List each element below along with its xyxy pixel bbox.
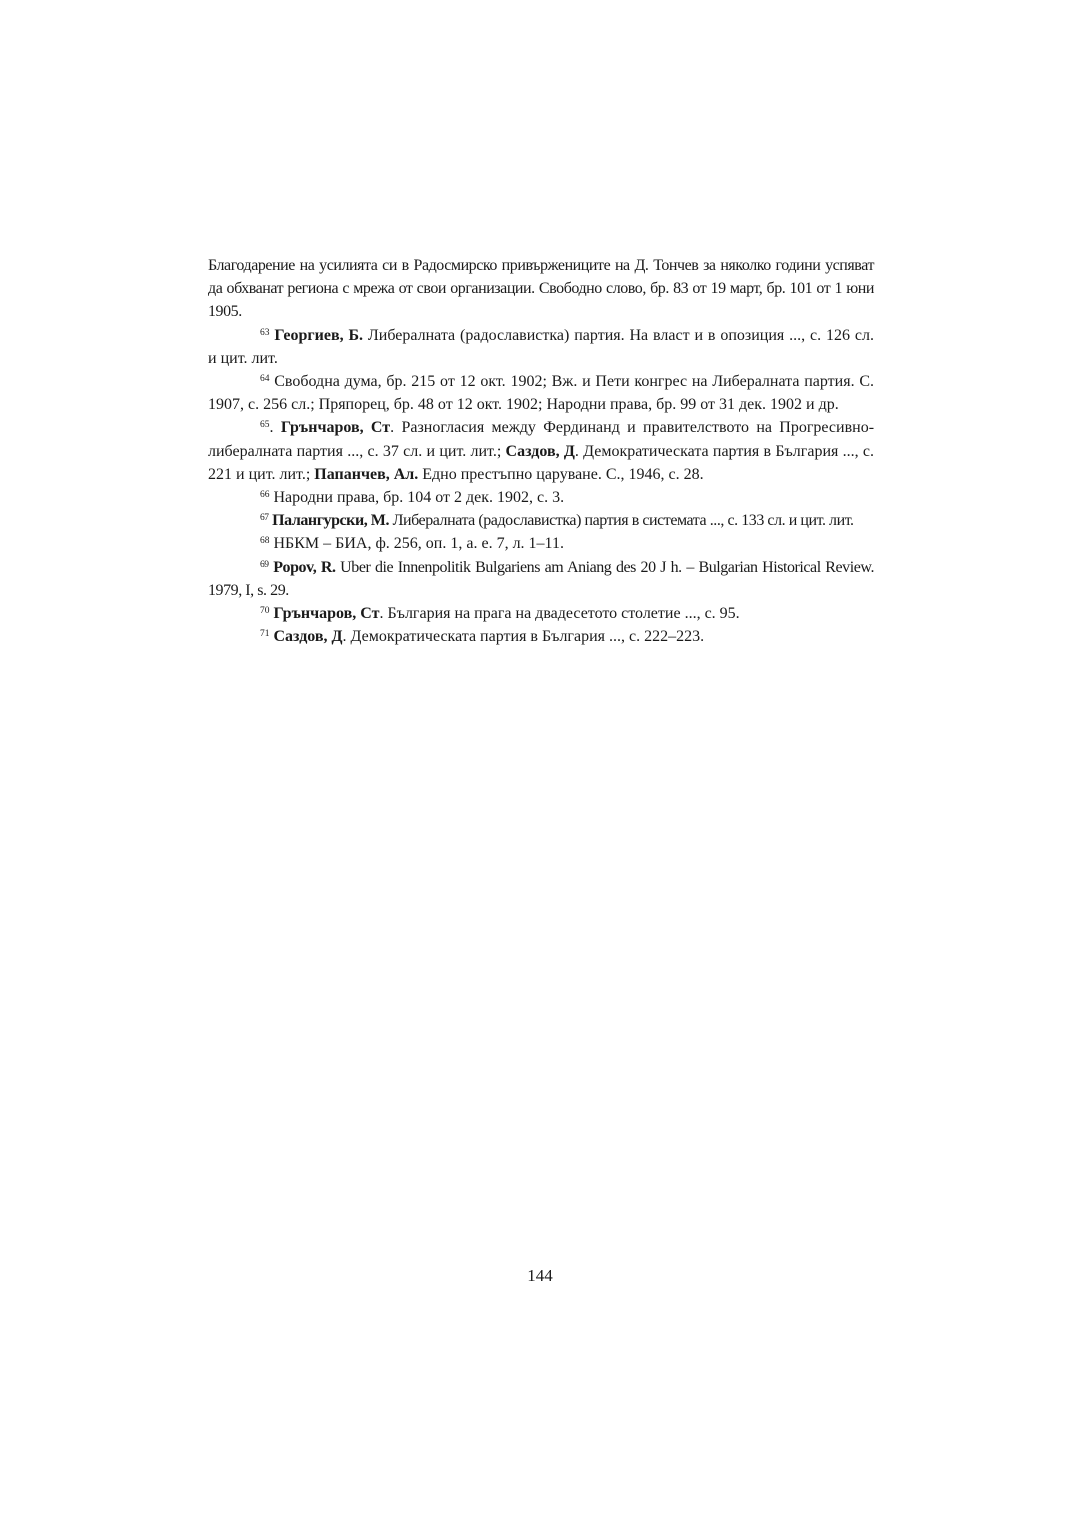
footnote-65	[208, 416, 874, 486]
footnote-author: Папанчев, Ал.	[314, 465, 419, 483]
footnote-number: 70	[260, 606, 270, 617]
footnote-author: Георгиев, Б.	[274, 326, 364, 344]
footnote-69	[208, 556, 874, 602]
footnote-67	[208, 509, 874, 532]
footnote-64	[208, 370, 874, 416]
footnote-text: Свободна дума, бр. 215 от 12 окт. 1902; Вж. и Пети конгрес на Либералната партия. С. 1907, с. 256 сл.; Пряпорец, бр. 48 от 12 окт. 1902; Народни права, бр. 99 от 31 дек. 1902 и др.	[208, 373, 874, 414]
footnote-number: 63	[260, 327, 270, 338]
footnote-71	[208, 625, 874, 648]
footnote-author: Саздов, Д	[273, 628, 343, 646]
footnote-number: 68	[260, 536, 270, 547]
footnote-text: НБКМ – БИА, ф. 256, оп. 1, а. е. 7, л. 1–11.	[269, 535, 564, 553]
footnote-number: 67	[260, 513, 269, 524]
footnote-text: . Демократическата партия в България ..., с. 222–223.	[342, 628, 705, 646]
footnote-63	[208, 324, 874, 370]
footnote-text: . Демократическата партия в България ..., с. 221 и цит. лит.;	[208, 442, 875, 483]
footnote-text: Либералната (радославистка) партия. На власт и в опозиция ..., с. 126 сл. и цит. лит.	[208, 326, 875, 367]
footnote-text: Народни права, бр. 104 от 2 дек. 1902, с. 3.	[269, 489, 565, 507]
footnote-author: Грънчаров, Ст	[280, 419, 391, 437]
footnote-text: . България на прага на двадесетото столетие ..., с. 95.	[379, 605, 740, 623]
footnote-separator: .	[269, 419, 281, 437]
footnote-author: Саздов, Д	[505, 442, 575, 460]
footnotes-block	[208, 254, 874, 648]
continuation-text: Благодарение на усилията си в Радосмирско привържениците на Д. Тончев за няколко години успяват да обхванат региона с мрежа от свои организации. Свободно слово, бр. 83 от 19 март, бр. 101 от 1 юни 1905.	[208, 257, 874, 321]
footnote-text: Uber die Innenpolitik Bulgariens am Aniang des 20 J h. – Bulgarian Historical Review. 1979, I, s. 29.	[208, 558, 874, 599]
footnote-text: Едно престъпно царуване. С., 1946, с. 28.	[418, 465, 704, 483]
page-number: 144	[527, 1266, 553, 1285]
footnote-number: 65	[260, 420, 270, 431]
continuation-paragraph	[208, 254, 874, 324]
footnote-number: 64	[260, 374, 270, 385]
footnote-text: Либералната (радославистка) партия в системата ..., с. 133 сл. и цит. лит.	[389, 512, 854, 530]
footnote-author: Грънчаров, Ст	[273, 605, 380, 623]
footnote-number: 69	[260, 559, 269, 570]
footnote-text: . Разногласия между Фердинанд и правителството на Прогресивно-либералната партия ..., с. 37 сл. и цит. лит.;	[208, 419, 875, 460]
footnote-author: Палангурски, М.	[272, 512, 390, 530]
footnote-number: 71	[260, 629, 270, 640]
footnote-number: 66	[260, 490, 270, 501]
footnote-author: Popov, R.	[273, 558, 336, 576]
footnote-68	[208, 532, 874, 555]
footnote-70	[208, 602, 874, 625]
footnote-66	[208, 486, 874, 509]
